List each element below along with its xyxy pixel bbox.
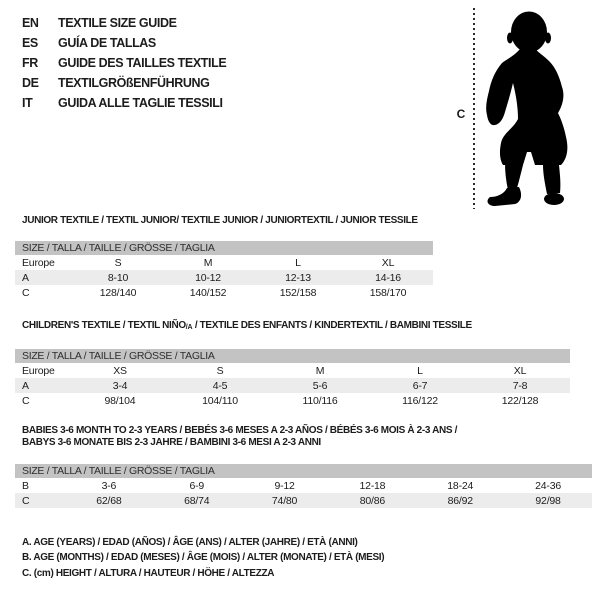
size-cell: 74/80 [241,493,329,508]
size-cell: XL [381,256,395,269]
size-cell: 86/92 [416,493,504,508]
language-code: FR [22,56,38,70]
size-cell: XL [513,364,527,377]
size-cell: 14-16 [343,270,433,285]
title-subscript: /A [185,324,193,331]
size-header-label: SIZE / TALLA / TAILLE / GRÖSSE / TAGLIA [15,349,570,363]
size-cell: 80/86 [328,493,416,508]
height-dotted-line [473,8,475,209]
title-text: / TEXTILE DES ENFANTS / KINDERTEXTIL / BAMBINI TESSILE [192,320,472,331]
language-code: EN [22,16,39,30]
table-row-europe [15,255,433,270]
language-title: GUÍA DE TALLAS [58,36,156,50]
size-cell: L [295,256,301,269]
table-row-europe [15,363,570,378]
language-code: IT [22,96,33,110]
language-row-it [22,93,226,113]
size-header-label: SIZE / TALLA / TAILLE / GRÖSSE / TAGLIA [15,241,433,255]
size-table-junior [15,241,433,300]
size-cell: 24-36 [535,479,561,492]
row-label: Europe [22,256,55,269]
size-cell: S [216,364,224,377]
size-table-babies [15,464,592,508]
size-cell: M [315,364,325,377]
size-cell: 92/98 [504,493,592,508]
size-cell: S [114,256,122,269]
size-cell: 5-6 [270,378,370,393]
size-header-label: SIZE / TALLA / TAILLE / GRÖSSE / TAGLIA [15,464,592,478]
row-label: A [15,270,73,285]
language-title: GUIDE DES TAILLES TEXTILE [58,56,227,70]
size-table-children [15,349,570,408]
table-row-age [15,270,433,285]
section-title [22,320,570,334]
language-code: DE [22,76,39,90]
size-cell: 122/128 [501,394,539,407]
size-cell: 110/116 [302,394,338,407]
size-cell: 62/68 [65,493,153,508]
table-row-height [15,393,570,408]
size-cell: 68/74 [153,493,241,508]
size-cell: XS [113,364,127,377]
legend-line-b: B. AGE (MONTHS) / EDAD (MESES) / ÂGE (MOIS) / ALTER (MONATE) / ETÀ (MESI) [22,552,385,564]
height-label: C [456,107,466,121]
table-row-age [15,378,570,393]
size-cell: 12-13 [253,270,343,285]
size-cell: 6-9 [189,479,205,492]
legend-line-a: A. AGE (YEARS) / EDAD (AÑOS) / ÂGE (ANS) / ALTER (JAHRE) / ETÀ (ANNI) [22,537,358,548]
language-row-es [22,33,226,53]
title-line-2: BABYS 3-6 MONATE BIS 2-3 JAHRE / BAMBINI 3-6 MESI A 2-3 ANNI [22,437,321,448]
ear-right [545,33,551,44]
language-row-de [22,73,226,93]
title-text: CHILDREN'S TEXTILE / TEXTIL NIÑO [22,320,186,331]
section-title [15,425,592,449]
size-cell: 116/122 [402,394,438,407]
size-cell: 18-24 [447,479,474,492]
size-cell: 10-12 [163,270,253,285]
size-cell: 140/152 [189,286,227,299]
size-cell: 3-4 [70,378,170,393]
title-line-1: BABIES 3-6 MONTH TO 2-3 YEARS / BEBÉS 3-6 MESES A 2-3 AÑOS / BÉBÉS 3-6 MOIS À 2-3 ANS / [22,425,458,436]
size-cell: 9-12 [274,479,295,492]
size-cell: 4-5 [170,378,270,393]
language-title: TEXTILGRÖßENFÜHRUNG [58,76,210,90]
legend-line-c: C. (cm) HEIGHT / ALTURA / HAUTEUR / HÖHE / ALTEZZA [22,567,275,579]
table-row-months [15,478,592,493]
table-row-height [15,493,592,508]
size-cell: 128/140 [99,286,137,299]
row-label: C [15,493,65,508]
size-cell: 7-8 [470,378,570,393]
size-cell: 8-10 [73,270,163,285]
language-row-en [22,13,226,33]
row-label: B [22,479,29,492]
language-code: ES [22,36,38,50]
size-cell: 104/110 [202,394,238,407]
language-row-fr [22,53,226,73]
size-cell: 158/170 [369,286,407,299]
legend [22,535,384,581]
size-cell: 98/104 [104,394,136,407]
size-cell: 3-6 [101,479,117,492]
language-title: TEXTILE SIZE GUIDE [58,16,177,30]
baby-silhouette [477,7,573,209]
language-title: GUIDA ALLE TAGLIE TESSILI [58,96,223,110]
size-cell: 12-18 [359,479,386,492]
size-header-bar [15,464,592,478]
row-label: C [22,394,30,407]
size-cell: 6-7 [370,378,470,393]
size-cell: 152/158 [279,286,317,299]
size-cell: M [203,256,213,269]
section-children-textile [15,320,570,408]
section-junior-textile [15,215,433,300]
row-label: Europe [22,364,55,377]
size-header-bar [15,349,570,363]
row-label: A [15,378,70,393]
language-list [22,13,226,113]
table-row-height [15,285,433,300]
size-cell: L [417,364,423,377]
row-label: C [22,286,30,299]
size-header-bar [15,241,433,255]
section-title: JUNIOR TEXTILE / TEXTIL JUNIOR/ TEXTILE JUNIOR / JUNIORTEXTIL / JUNIOR TESSILE [22,215,418,226]
section-babies-textile [15,425,592,508]
ear-left [507,33,513,44]
